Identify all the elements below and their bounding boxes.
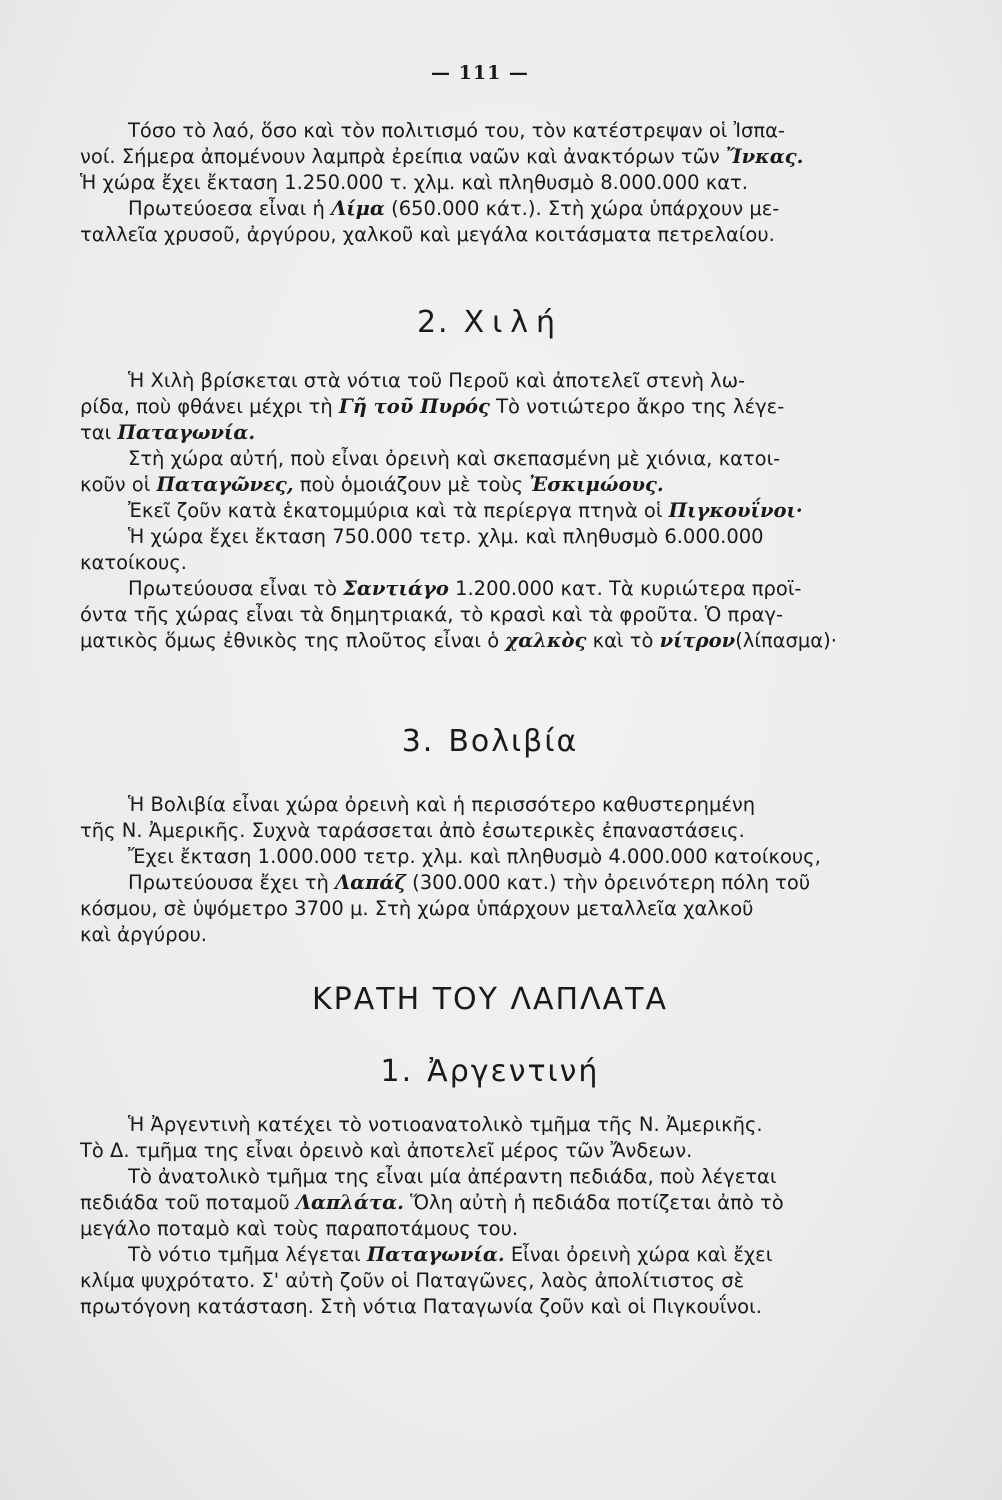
text-line: Ἡ Χιλὴ βρίσκεται στὰ νότια τοῦ Περοῦ καὶ ἀποτελεῖ στενὴ λω-: [128, 369, 746, 392]
text-line: ταλλεῖα χρυσοῦ, ἀργύρου, χαλκοῦ καὶ μεγάλα κοιτάσματα πετρελαίου.: [80, 223, 775, 246]
section-title: Βολιβία: [448, 724, 579, 759]
emphasis-text: Ἴνκας.: [726, 145, 804, 168]
emphasis-text: Γῆ τοῦ Πυρός: [338, 395, 490, 418]
text-line: [80, 1190, 920, 1216]
text-line: Τὸ ἀνατολικὸ τμῆμα της εἶναι μία ἀπέραντη πεδιάδα, ποὺ λέγεται: [128, 1165, 777, 1188]
text-line: [80, 628, 920, 654]
section-heading-chile: [0, 305, 980, 340]
text-line: Ἔχει ἔκταση 1.000.000 τετρ. χλμ. καὶ πληθυσμὸ 4.000.000 κατοίκους,: [128, 845, 821, 868]
emphasis-text: Λαπάζ: [335, 871, 406, 894]
section-heading-bolivia: [0, 724, 980, 759]
chapter-heading-laplata: ΚΡΑΤΗ ΤΟΥ ΛΑΠΛΑΤΑ: [311, 982, 668, 1017]
text-line: [80, 870, 920, 896]
chile-text-block: [80, 368, 920, 654]
text-line: [80, 394, 920, 420]
text-span: Ὅλη αὐτὴ ἡ πεδιάδα ποτίζεται ἀπὸ τὸ: [403, 1191, 784, 1214]
text-line: Τόσο τὸ λαό, ὅσο καὶ τὸν πολιτισμό του, τὸν κατέστρεψαν οἱ Ἰσπα-: [128, 119, 785, 142]
text-line: [80, 144, 920, 170]
text-line: Ἡ Ἀργεντινὴ κατέχει τὸ νοτιοανατολικὸ τμῆμα τῆς Ν. Ἀμερικῆς.: [128, 1113, 763, 1136]
text-line: [80, 1242, 920, 1268]
text-line: Ἡ χώρα ἔχει ἔκταση 750.000 τετρ. χλμ. καὶ πληθυσμὸ 6.000.000: [128, 525, 764, 548]
text-line: [80, 420, 920, 446]
text-span: Εἶναι ὀρεινὴ χώρα καὶ ἔχει: [504, 1243, 773, 1266]
text-span: ρίδα, ποὺ φθάνει μέχρι τὴ: [80, 395, 339, 418]
text-line: [80, 498, 920, 524]
text-span: Τὸ νοτιώτερο ἄκρο της λέγε-: [489, 395, 785, 418]
emphasis-text: Σαντιάγο: [343, 577, 449, 600]
text-span: (650.000 κάτ.). Στὴ χώρα ὑπάρχουν με-: [384, 197, 780, 220]
emphasis-text: χαλκὸς: [505, 629, 587, 652]
text-span: πεδιάδα τοῦ ποταμοῦ: [80, 1191, 296, 1214]
emphasis-text: Λαπλάτα.: [295, 1191, 404, 1214]
text-span: Πρωτεύοεσα εἶναι ἡ: [128, 197, 332, 220]
text-span: (λίπασμα)·: [735, 629, 837, 652]
argentina-text-block: [80, 1112, 920, 1320]
section-number: 2.: [416, 305, 450, 340]
text-line: [80, 472, 920, 498]
emphasis-text: Ἐσκιμώους.: [529, 473, 664, 496]
text-line: κόσμου, σὲ ὑψόμετρο 3700 μ. Στὴ χώρα ὑπάρχουν μεταλλεῖα χαλκοῦ: [80, 897, 754, 920]
section-heading-argentina: [0, 1054, 980, 1089]
text-line: όντα τῆς χώρας εἶναι τὰ δημητριακά, τὸ κρασὶ καὶ τὰ φροῦτα. Ὁ πραγ-: [80, 603, 784, 626]
text-line: Ἡ χώρα ἔχει ἔκταση 1.250.000 τ. χλμ. καὶ πληθυσμὸ 8.000.000 κατ.: [80, 171, 748, 194]
emphasis-text: Παταγῶνες,: [156, 473, 294, 496]
text-span: Ἐκεῖ ζοῦν κατὰ ἑκατομμύρια καὶ τὰ περίεργα πτηνὰ οἱ: [128, 499, 669, 522]
text-span: νοί. Σήμερα ἀπομένουν λαμπρὰ ἐρείπια ναῶν καὶ ἀνακτόρων τῶν: [80, 145, 726, 168]
emphasis-text: Παταγωνία.: [117, 421, 256, 444]
text-line: [80, 576, 920, 602]
text-line: Τὸ Δ. τμῆμα της εἶναι ὀρεινὸ καὶ ἀποτελεῖ μέρος τῶν Ἄνδεων.: [80, 1139, 693, 1162]
section-number: 1.: [380, 1054, 414, 1089]
emphasis-text: νίτρον: [659, 629, 736, 652]
text-span: Πρωτεύουσα ἔχει τὴ: [128, 871, 335, 894]
text-line: Ἡ Βολιβία εἶναι χώρα ὀρεινὴ καὶ ἡ περισσότερο καθυστερημένη: [128, 793, 756, 816]
text-line: [80, 196, 920, 222]
text-line: κλίμα ψυχρότατο. Σ' αὐτὴ ζοῦν οἱ Παταγῶνες, λαὸς ἀπολίτιστος σὲ: [80, 1269, 745, 1292]
text-line: κατοίκους.: [80, 551, 187, 574]
text-span: ποὺ ὁμοιάζουν μὲ τοὺς: [293, 473, 530, 496]
emphasis-text: Λίμα: [331, 197, 385, 220]
page-number: — 111 —: [431, 62, 529, 84]
text-span: Τὸ νότιο τμῆμα λέγεται: [128, 1243, 367, 1266]
text-line: τῆς Ν. Ἀμερικῆς. Συχνὰ ταράσσεται ἀπὸ ἐσωτερικὲς ἐπαναστάσεις.: [80, 819, 745, 842]
emphasis-text: Παταγωνία.: [366, 1243, 505, 1266]
section-title: Χιλή: [463, 305, 564, 340]
text-span: κοῦν οἱ: [80, 473, 157, 496]
text-line: καὶ ἀργύρου.: [80, 923, 207, 946]
text-line: Στὴ χώρα αὐτή, ποὺ εἶναι ὀρεινὴ καὶ σκεπασμένη μὲ χιόνια, κατοι-: [128, 447, 781, 470]
text-span: (300.000 κατ.) τὴν ὀρεινότερη πόλη τοῦ: [405, 871, 811, 894]
text-span: Πρωτεύουσα εἶναι τὸ: [128, 577, 344, 600]
text-line: πρωτόγονη κατάσταση. Στὴ νότια Παταγωνία ζοῦν καὶ οἱ Πιγκουΐνοι.: [80, 1295, 762, 1318]
emphasis-text: Πιγκουΐνοι·: [668, 499, 803, 522]
text-span: ται: [80, 421, 118, 444]
text-span: καὶ τὸ: [586, 629, 660, 652]
bolivia-text-block: [80, 792, 920, 948]
text-span: 1.200.000 κατ. Τὰ κυριώτερα προϊ-: [448, 577, 802, 600]
text-line: μεγάλο ποταμὸ καὶ τοὺς παραποτάμους του.: [80, 1217, 519, 1240]
section-number: 3.: [401, 724, 435, 759]
section-title: Ἀργεντινή: [427, 1054, 600, 1089]
text-span: ματικὸς ὅμως ἐθνικὸς της πλοῦτος εἶναι ὁ: [80, 629, 506, 652]
peru-text-block: [80, 118, 920, 248]
